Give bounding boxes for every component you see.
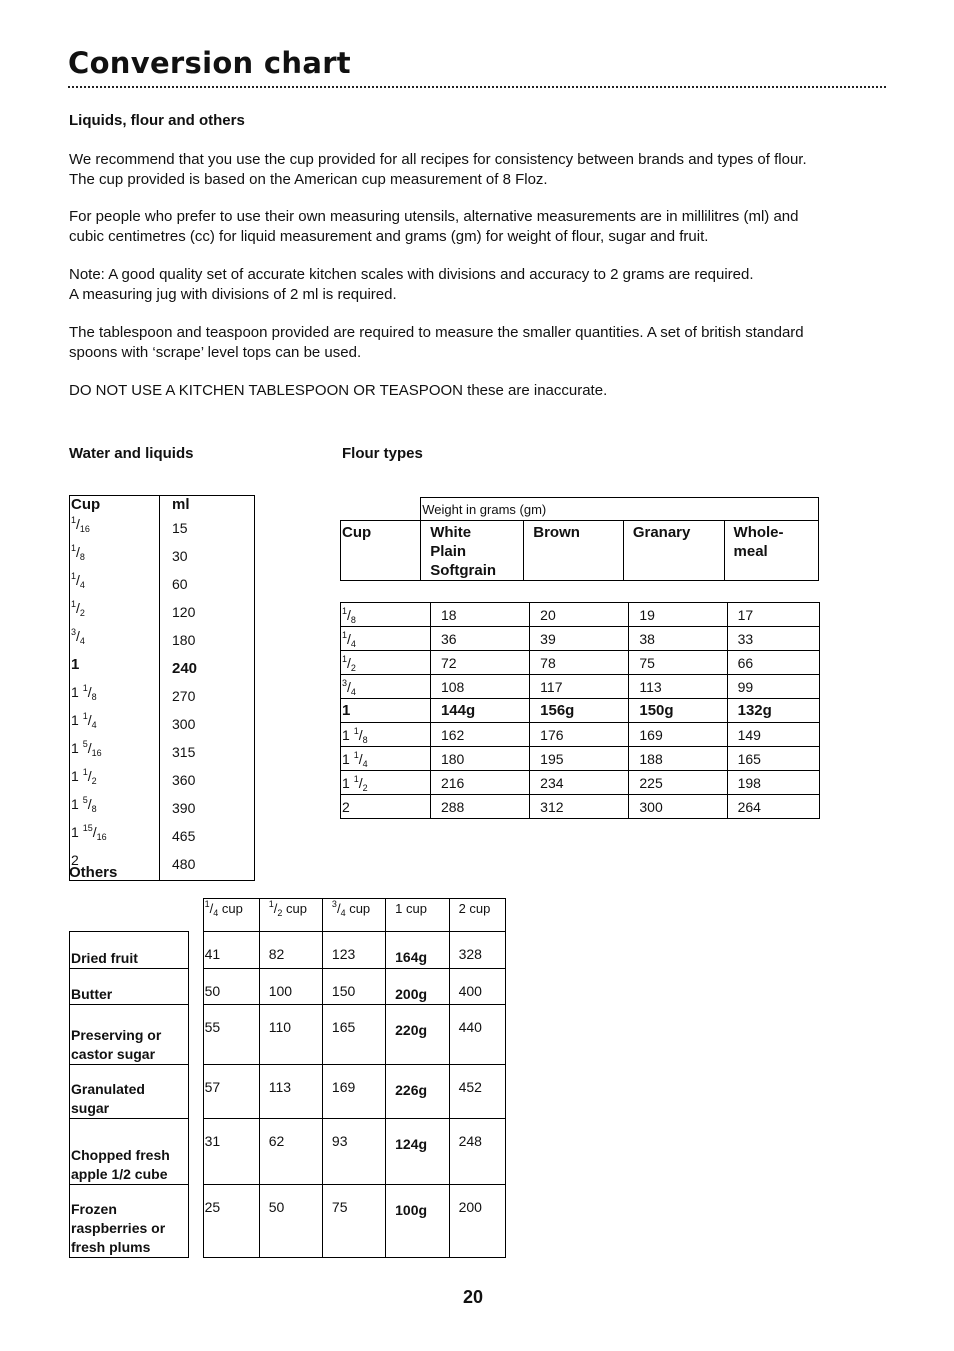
paragraph-warning: DO NOT USE A KITCHEN TABLESPOON OR TEASPOON these are inaccurate. [69, 382, 608, 399]
weight-cell: 72 [430, 651, 529, 675]
others-col-header: 2 cup [449, 899, 505, 932]
weight-cell: 18 [430, 603, 529, 627]
table-row [70, 824, 255, 852]
table-row [70, 656, 255, 684]
section-heading: Liquids, flour and others [69, 112, 245, 129]
weight-cell: 82 [259, 932, 322, 969]
flour-col-header [623, 521, 724, 581]
label-line: Frozen [71, 1201, 117, 1217]
table-row [341, 723, 820, 747]
weight-cell: 78 [530, 651, 629, 675]
weight-cell: 188 [629, 747, 727, 771]
table-row [70, 1005, 506, 1065]
weight-cell: 113 [259, 1065, 322, 1119]
label-line: Preserving or [71, 1027, 162, 1043]
ml-cell: 360 [172, 772, 196, 788]
col-cup: Cup [70, 496, 160, 517]
gap-cell [188, 1065, 203, 1119]
weight-cell: 36 [430, 627, 529, 651]
flour-header-table [340, 497, 819, 581]
cup-cell: $^3/_4$ [70, 628, 160, 656]
cup-cell: 1 $^1/_8$ [70, 684, 160, 712]
label-line: Granulated [71, 1081, 145, 1097]
fraction-numerator: 1 [353, 725, 359, 736]
fraction-numerator: 1 [342, 653, 348, 664]
fraction-denominator: 4 [350, 686, 356, 697]
cup-cell: $^3/_4$ [341, 675, 431, 699]
weight-cell: 25 [203, 1185, 259, 1258]
table-row [70, 969, 506, 1005]
weight-cell: 220g [386, 1005, 449, 1065]
weight-cell: 180 [430, 747, 529, 771]
weight-cell: 55 [203, 1005, 259, 1065]
weight-cell: 100g [386, 1185, 449, 1258]
fraction-denominator: 16 [91, 748, 102, 758]
table-row [70, 684, 255, 712]
fraction-numerator: 1 [204, 899, 210, 909]
weight-cell: 100 [259, 969, 322, 1005]
cup-cell: 1 $^5/_8$ [70, 796, 160, 824]
weight-cell: 93 [322, 1119, 385, 1185]
weight-cell: 264 [727, 795, 819, 819]
weight-cell: 452 [449, 1065, 505, 1119]
cup-cell: $^1/_{16}$ [70, 516, 160, 544]
table-row [341, 795, 820, 819]
ml-cell: 15 [172, 520, 188, 536]
table-row [70, 1119, 506, 1185]
others-col-header: 1 cup [386, 899, 449, 932]
fraction-denominator: 8 [79, 552, 85, 562]
weight-cell: 200g [386, 969, 449, 1005]
table-row [70, 796, 255, 824]
ml-cell: 240 [172, 660, 198, 677]
blank-cell [341, 498, 421, 521]
weight-cell: 117 [530, 675, 629, 699]
dotted-divider [68, 86, 886, 88]
table-row [70, 712, 255, 740]
fraction-denominator: 8 [350, 614, 356, 625]
header-line: Whole- [733, 524, 784, 541]
blank-cell [70, 899, 189, 932]
fraction-numerator: 1 [82, 711, 88, 721]
cup-cell: $^1/_8$ [341, 603, 431, 627]
cup-cell: 1 $^1/_2$ [70, 768, 160, 796]
fraction-denominator: 4 [213, 908, 219, 918]
weight-cell: 75 [629, 651, 727, 675]
header-line: Brown [533, 524, 580, 541]
flour-col-header [524, 521, 624, 581]
fraction-numerator: 3 [71, 627, 77, 637]
weight-cell: 20 [530, 603, 629, 627]
table-row [341, 771, 820, 795]
gap-cell [188, 1005, 203, 1065]
label-line: fresh plums [71, 1239, 151, 1255]
others-col-header: $^1/_2$ cup [259, 899, 322, 932]
weight-cell: 300 [629, 795, 727, 819]
item-label [70, 1005, 189, 1065]
fraction-numerator: 1 [268, 899, 274, 909]
paragraph-cup: We recommend that you use the cup provided for all recipes for consistency between brands and types of flour. The cup provided is based on the American cup measurement of 8 Floz. [69, 151, 807, 188]
ml-cell: 300 [172, 716, 196, 732]
weight-cell: 328 [449, 932, 505, 969]
ml-cell: 480 [172, 856, 196, 872]
weight-cell: 440 [449, 1005, 505, 1065]
weight-cell: 312 [530, 795, 629, 819]
fraction-denominator: 4 [340, 908, 346, 918]
table-row [341, 699, 820, 723]
weight-cell: 124g [386, 1119, 449, 1185]
table-row [70, 1065, 506, 1119]
paragraph-note: Note: A good quality set of accurate kitchen scales with divisions and accuracy to 2 grams are required. A measuring jug with divisions of 2 ml is required. [69, 266, 754, 303]
weight-cell: 50 [259, 1185, 322, 1258]
cup-cell: $^1/_2$ [341, 651, 431, 675]
paragraph-spoons: The tablespoon and teaspoon provided are required to measure the smaller quantities. A set of british standard spoons with ‘scrape’ level tops can be used. [69, 324, 804, 361]
cup-cell: 2 [70, 852, 160, 881]
weight-cell: 110 [259, 1005, 322, 1065]
weight-cell: 164g [386, 932, 449, 969]
item-label [70, 1119, 189, 1185]
weight-cell: 150 [322, 969, 385, 1005]
label-line: apple 1/2 cube [71, 1166, 168, 1182]
fraction-denominator: 8 [362, 734, 368, 745]
ml-cell: 180 [172, 632, 196, 648]
weight-cell: 33 [727, 627, 819, 651]
fraction-denominator: 4 [79, 636, 85, 646]
fraction-numerator: 1 [342, 629, 348, 640]
table-row [70, 572, 255, 600]
weight-cell: 19 [629, 603, 727, 627]
weight-cell: 66 [727, 651, 819, 675]
weight-cell: 31 [203, 1119, 259, 1185]
weight-cell: 162 [430, 723, 529, 747]
fraction-numerator: 1 [71, 543, 77, 553]
weight-cell: 198 [727, 771, 819, 795]
ml-cell: 465 [172, 828, 196, 844]
fraction-denominator: 16 [96, 832, 107, 842]
cup-cell: $^1/_2$ [70, 600, 160, 628]
weight-cell: 169 [322, 1065, 385, 1119]
ml-cell: 315 [172, 744, 196, 760]
col-ml: ml [172, 496, 190, 513]
gap-cell [188, 969, 203, 1005]
weight-cell: 50 [203, 969, 259, 1005]
others-col-header: $^1/_4$ cup [203, 899, 259, 932]
weight-cell: 132g [727, 699, 819, 723]
table-header-row [341, 521, 819, 581]
fraction-denominator: 2 [91, 776, 97, 786]
weight-cell: 225 [629, 771, 727, 795]
weight-cell: 400 [449, 969, 505, 1005]
weight-cell: 165 [322, 1005, 385, 1065]
fraction-numerator: 1 [71, 571, 77, 581]
fraction-numerator: 5 [82, 739, 88, 749]
label-line: Butter [71, 986, 113, 1002]
weight-cell: 226g [386, 1065, 449, 1119]
weight-cell: 75 [322, 1185, 385, 1258]
header-line: Granary [632, 524, 691, 541]
table-header-row [70, 496, 255, 517]
flour-col-header [421, 521, 524, 581]
fraction-denominator: 16 [79, 524, 90, 534]
weight-cell: 113 [629, 675, 727, 699]
weight-cell: 156g [530, 699, 629, 723]
weight-cell: 169 [629, 723, 727, 747]
fraction-denominator: 2 [362, 782, 368, 793]
label-line: castor sugar [71, 1046, 156, 1062]
label-line: Dried fruit [71, 950, 138, 966]
cup-cell: 1 $^1/_8$ [341, 723, 431, 747]
page-title: Conversion chart [68, 46, 351, 80]
item-label [70, 969, 189, 1005]
water-heading: Water and liquids [69, 445, 194, 462]
weight-cell: 248 [449, 1119, 505, 1185]
cup-cell: 1 [70, 656, 160, 684]
weight-cell: 176 [530, 723, 629, 747]
weight-cell: 150g [629, 699, 727, 723]
table-row [70, 740, 255, 768]
weight-cell: 195 [530, 747, 629, 771]
paragraph-utensils: For people who prefer to use their own measuring utensils, alternative measurements are in millilitres (ml) and cubic centimetres (cc) for liquid measurement and grams (gm) for weight of flour, sugar and fruit. [69, 208, 799, 245]
header-line: Softgrain [430, 562, 497, 579]
fraction-denominator: 4 [350, 638, 356, 649]
gap-cell [188, 932, 203, 969]
gap-cell [188, 1185, 203, 1258]
item-label [70, 1065, 189, 1119]
fraction-numerator: 15 [82, 823, 93, 833]
cup-cell: 1 $^1/_2$ [341, 771, 431, 795]
cup-cell: 1 $^1/_4$ [341, 747, 431, 771]
fraction-denominator: 8 [91, 804, 97, 814]
fraction-denominator: 2 [350, 662, 356, 673]
table-row [70, 628, 255, 656]
table-row [341, 603, 820, 627]
fraction-denominator: 4 [79, 580, 85, 590]
fraction-denominator: 8 [91, 692, 97, 702]
table-row [70, 544, 255, 572]
fraction-numerator: 1 [71, 599, 77, 609]
weight-cell: 288 [430, 795, 529, 819]
cup-cell: 2 [341, 795, 431, 819]
label-line: Chopped fresh [71, 1147, 170, 1163]
item-label [70, 932, 189, 969]
weight-cell: 234 [530, 771, 629, 795]
weight-cell: 108 [430, 675, 529, 699]
fraction-numerator: 1 [71, 515, 77, 525]
table-row [70, 768, 255, 796]
col-cup: Cup [341, 521, 421, 581]
header-line: White [430, 524, 472, 541]
fraction-denominator: 4 [91, 720, 97, 730]
weight-cell: 165 [727, 747, 819, 771]
weight-cell: 123 [322, 932, 385, 969]
label-line: sugar [71, 1100, 110, 1116]
fraction-numerator: 5 [82, 795, 88, 805]
ml-cell: 60 [172, 576, 188, 592]
weight-cell: 39 [530, 627, 629, 651]
label-line: raspberries or [71, 1220, 166, 1236]
fraction-numerator: 1 [353, 749, 359, 760]
others-col-header: $^3/_4$ cup [322, 899, 385, 932]
fraction-numerator: 1 [353, 773, 359, 784]
weight-cell: 62 [259, 1119, 322, 1185]
ml-cell: 120 [172, 604, 196, 620]
gap-cell [188, 1119, 203, 1185]
item-label [70, 1185, 189, 1258]
weight-cell: 41 [203, 932, 259, 969]
fraction-numerator: 3 [331, 899, 337, 909]
cup-cell: $^1/_4$ [70, 572, 160, 600]
weight-note: Weight in grams (gm) [421, 498, 819, 521]
ml-cell: 270 [172, 688, 196, 704]
fraction-numerator: 1 [82, 683, 88, 693]
cup-cell: 1 $^1/_4$ [70, 712, 160, 740]
flour-heading: Flour types [342, 445, 423, 462]
water-table [69, 495, 255, 881]
weight-cell: 17 [727, 603, 819, 627]
cup-cell: 1 [341, 699, 431, 723]
table-row [341, 675, 820, 699]
fraction-numerator: 3 [342, 677, 348, 688]
table-row [341, 747, 820, 771]
fraction-numerator: 1 [342, 605, 348, 616]
weight-cell: 200 [449, 1185, 505, 1258]
table-row [70, 932, 506, 969]
table-row [341, 627, 820, 651]
others-heading: Others [69, 864, 118, 881]
fraction-denominator: 4 [362, 758, 368, 769]
cup-cell: $^1/_8$ [70, 544, 160, 572]
table-row [70, 600, 255, 628]
weight-cell: 144g [430, 699, 529, 723]
fraction-numerator: 1 [82, 767, 88, 777]
gap-cell [188, 899, 203, 932]
others-table [69, 898, 506, 1258]
cup-cell: 1 $^5/_{16}$ [70, 740, 160, 768]
fraction-denominator: 2 [277, 908, 283, 918]
fraction-denominator: 2 [79, 608, 85, 618]
ml-cell: 390 [172, 800, 196, 816]
ml-cell: 30 [172, 548, 188, 564]
cup-cell: 1 $^{15}/_{16}$ [70, 824, 160, 852]
cup-cell: $^1/_4$ [341, 627, 431, 651]
flour-table [340, 602, 820, 819]
weight-cell: 57 [203, 1065, 259, 1119]
table-row [70, 1185, 506, 1258]
header-line: Plain [430, 543, 467, 560]
weight-cell: 38 [629, 627, 727, 651]
table-row [70, 516, 255, 544]
table-row [341, 651, 820, 675]
table-header-row [70, 899, 506, 932]
header-line: meal [733, 543, 768, 560]
weight-cell: 99 [727, 675, 819, 699]
weight-cell: 216 [430, 771, 529, 795]
page-number: 20 [463, 1287, 484, 1307]
weight-cell: 149 [727, 723, 819, 747]
flour-col-header [724, 521, 818, 581]
